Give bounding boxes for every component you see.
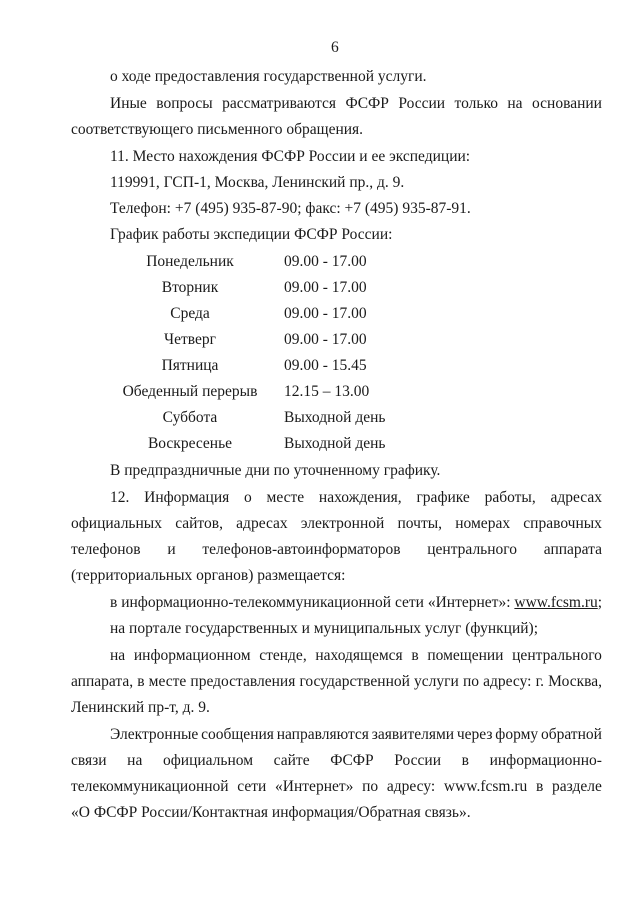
- schedule-day: Среда: [170, 305, 210, 322]
- word: сообщения: [201, 726, 274, 743]
- word: в: [137, 673, 145, 690]
- word: разделе: [552, 778, 602, 795]
- schedule-heading: График работы экспедиции ФСФР России:: [110, 226, 393, 243]
- schedule-day: Вторник: [161, 279, 219, 296]
- word: рассматриваются: [222, 95, 337, 112]
- justified-line: [71, 514, 602, 534]
- word: на: [127, 752, 143, 769]
- word: предоставления: [190, 673, 296, 690]
- justified-line: [71, 777, 602, 797]
- word: вопросы: [156, 95, 213, 112]
- word: в: [536, 778, 544, 795]
- word: по: [462, 673, 479, 690]
- word: центрального: [427, 541, 518, 558]
- word: месте: [266, 489, 305, 506]
- paragraph-text: в информационно-телекоммуникационной сети «Интернет»:: [110, 594, 515, 611]
- word: Москва,: [548, 673, 602, 690]
- word: центрального: [512, 647, 602, 664]
- paragraph-text: (территориальных органов) размещается:: [71, 567, 346, 584]
- word: Электронные: [110, 726, 199, 743]
- paragraph-text: о ходе предоставления государственной услуги.: [110, 68, 427, 85]
- justified-line: [71, 672, 602, 692]
- schedule-day: Пятница: [161, 357, 219, 374]
- word: обратной: [540, 726, 602, 743]
- paragraph-text: «О ФСФР России/Контактная информация/Обратная связь».: [71, 804, 471, 821]
- section-heading: 11. Место нахождения ФСФР России и ее экспедиции:: [110, 148, 471, 165]
- schedule-day: Четверг: [164, 331, 216, 348]
- word: телекоммуникационной: [71, 778, 229, 795]
- website-link[interactable]: www.fcsm.ru: [514, 594, 598, 611]
- schedule-time: 09.00 - 17.00: [284, 279, 367, 296]
- word: России: [394, 752, 442, 769]
- word: связи: [71, 752, 107, 769]
- word: сети: [237, 778, 267, 795]
- address-line: 119991, ГСП-1, Москва, Ленинский пр., д. 9.: [110, 174, 405, 191]
- word: аппарата: [543, 541, 602, 558]
- word: в: [411, 647, 419, 664]
- word: услуги: [414, 673, 459, 690]
- schedule-time: 09.00 - 17.00: [284, 305, 367, 322]
- word: направляются: [276, 726, 369, 743]
- word: месте: [148, 673, 187, 690]
- phone-line: Телефон: +7 (495) 935-87-90; факс: +7 (495) 935-87-91.: [110, 200, 471, 217]
- word: номерах: [455, 515, 511, 532]
- word: сайтов,: [175, 515, 223, 532]
- word: стенде,: [259, 647, 307, 664]
- word: ФСФР: [345, 95, 389, 112]
- schedule-time: Выходной день: [284, 409, 386, 426]
- word: Иные: [110, 95, 147, 112]
- word: адресах: [236, 515, 288, 532]
- internet-line: [110, 593, 602, 613]
- word: официальных: [71, 515, 162, 532]
- word: о: [244, 489, 252, 506]
- word: помещении: [427, 647, 504, 664]
- word: официальном: [162, 752, 254, 769]
- word: электронной: [300, 515, 385, 532]
- schedule-time: 09.00 - 15.45: [284, 357, 367, 374]
- schedule-time: 09.00 - 17.00: [284, 253, 367, 270]
- word: работы,: [484, 489, 536, 506]
- word: справочных: [523, 515, 602, 532]
- punctuation: ;: [597, 594, 603, 611]
- paragraph-text: соответствующего письменного обращения.: [71, 121, 364, 138]
- word: г.: [535, 673, 545, 690]
- word: в: [461, 752, 469, 769]
- schedule-day: Обеденный перерыв: [122, 383, 258, 400]
- schedule-time: Выходной день: [284, 435, 386, 452]
- justified-line: [71, 540, 602, 560]
- justified-line: [110, 725, 602, 745]
- schedule-time: 09.00 - 17.00: [284, 331, 367, 348]
- word: государственной: [299, 673, 410, 690]
- word: через: [456, 726, 493, 743]
- paragraph-text: В предпраздничные дни по уточненному графику.: [110, 462, 441, 479]
- word: информационно-: [489, 752, 602, 769]
- word: адресах: [550, 489, 602, 506]
- word: основании: [532, 95, 602, 112]
- schedule-day: Понедельник: [146, 253, 234, 270]
- word: сайте: [273, 752, 310, 769]
- justified-line: [110, 646, 602, 666]
- schedule-day: Суббота: [162, 409, 218, 426]
- word[interactable]: www.fcsm.ru: [443, 778, 528, 795]
- word: 12.: [110, 489, 130, 506]
- justified-line: [71, 751, 602, 771]
- justified-line: [110, 488, 602, 508]
- word: телефонов-автоинформаторов: [202, 541, 401, 558]
- word: и: [167, 541, 176, 558]
- justified-line: [110, 94, 602, 114]
- word: нахождения,: [318, 489, 402, 506]
- word: «Интернет»: [275, 778, 354, 795]
- word: ФСФР: [330, 752, 374, 769]
- word: почты,: [397, 515, 443, 532]
- paragraph-text: Ленинский пр-т, д. 9.: [71, 699, 210, 716]
- word: на: [110, 647, 126, 664]
- word: Информация: [144, 489, 230, 506]
- word: форму: [495, 726, 539, 743]
- word: находящемся: [315, 647, 403, 664]
- paragraph-text: на портале государственных и муниципальных услуг (функций);: [110, 620, 539, 637]
- word: России: [398, 95, 446, 112]
- word: по: [362, 778, 379, 795]
- word: графике: [416, 489, 470, 506]
- word: заявителями: [371, 726, 455, 743]
- word: информационном: [133, 647, 251, 664]
- schedule-day: Воскресенье: [147, 435, 233, 452]
- word: адресу:: [483, 673, 532, 690]
- word: адресу:: [386, 778, 436, 795]
- word: телефонов: [71, 541, 141, 558]
- schedule-time: 12.15 – 13.00: [284, 383, 370, 400]
- word: аппарата,: [71, 673, 134, 690]
- page-number: 6: [331, 39, 339, 56]
- word: только: [454, 95, 498, 112]
- word: на: [507, 95, 523, 112]
